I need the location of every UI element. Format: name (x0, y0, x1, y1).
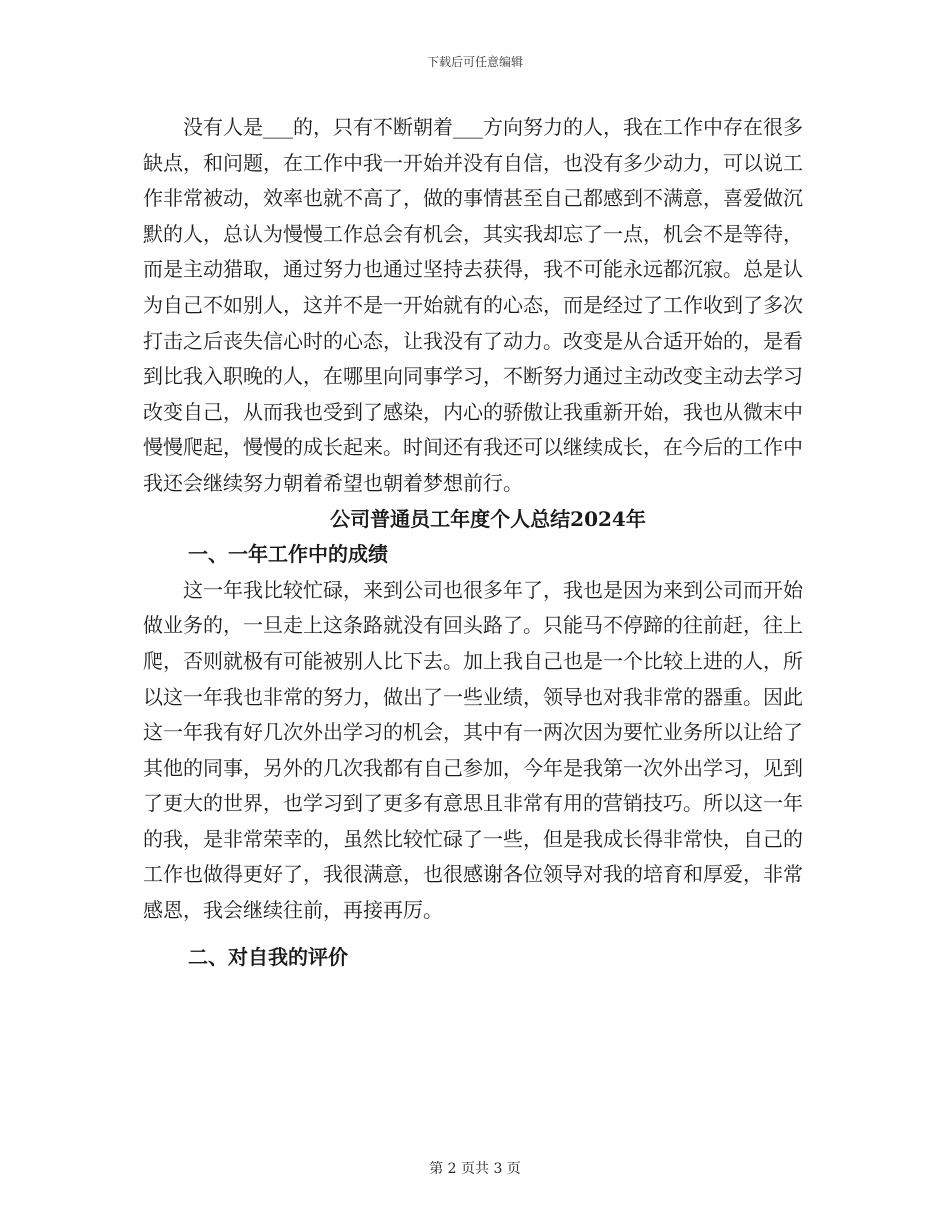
page-content (143, 110, 803, 975)
achievements-paragraph: 这一年我比较忙碌，来到公司也很多年了，我也是因为来到公司而开始做业务的，一旦走上这条路就没有回头路了。只能马不停蹄的往前赶，往上爬，否则就极有可能被别人比下去。加上我自己也是一个比较上进的人，所以这一年我也非常的努力，做出了一些业绩，领导也对我非常的器重。因此这一年我有好几次外出学习的机会，其中有一两次因为要忙业务所以让给了其他的同事，另外的几次我都有自己参加，今年是我第一次外出学习，见到了更大的世界，也学习到了更多有意思且非常有用的营销技巧。所以这一年的我，是非常荣幸的，虽然比较忙碌了一些，但是我成长得非常快，自己的工作也做得更好了，我很满意，也很感谢各位领导对我的培育和厚爱，非常感恩，我会继续往前，再接再厉。 (143, 577, 803, 923)
page-number: 第 2 页共 3 页 (429, 1161, 521, 1177)
section-heading-self-evaluation: 二、对自我的评价 (188, 944, 348, 969)
document-title: 公司普通员工年度个人总结2024年 (330, 506, 646, 531)
header-note: 下载后可任意编辑 (426, 55, 523, 69)
intro-paragraph: 没有人是___的，只有不断朝着___方向努力的人，我在工作中存在很多缺点，和问题，在工作中我一开始并没有自信，也没有多少动力，可以说工作非常被动，效率也就不高了，做的事情甚至自己都感到不满意，喜爱做沉默的人，总认为慢慢工作总会有机会，其实我却忘了一点，机会不是等待，而是主动猎取，通过努力也通过坚持去获得，我不可能永远都沉寂。总是认为自己不如别人，这并不是一开始就有的心态，而是经过了工作收到了多次打击之后丧失信心时的心态，让我没有了动力。改变是从合适开始的，是看到比我入职晚的人，在哪里向同事学习，不断努力通过主动改变主动去学习改变自己，从而我也受到了感染，内心的骄傲让我重新开始，我也从微末中慢慢爬起，慢慢的成长起来。时间还有我还可以继续成长，在今后的工作中我还会继续努力朝着希望也朝着梦想前行。 (143, 115, 803, 495)
section-heading-achievements: 一、一年工作中的成绩 (188, 542, 388, 567)
